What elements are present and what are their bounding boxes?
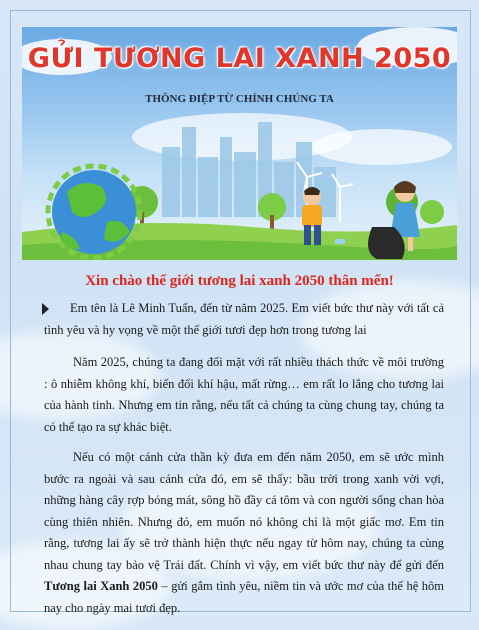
future-name-bold: Tương lai Xanh 2050 <box>44 579 158 593</box>
arrow-bullet-icon <box>42 303 49 315</box>
intro-text: Em tên là Lê Minh Tuấn, đến từ năm 2025. Em viết bức thư này với tất cả tình yêu và hy vọng về một thế giới tươi đẹp hơn trong tương lai <box>44 301 444 337</box>
header-banner <box>22 27 457 260</box>
dream-text <box>44 447 444 619</box>
challenges-paragraph <box>44 352 444 438</box>
banner-title: GỬI TƯƠNG LAI XANH 2050 <box>27 43 452 74</box>
challenges-text: Năm 2025, chúng ta đang đối mặt với rất nhiều thách thức về môi trường : ô nhiễm không khí, biến đổi khí hậu, mất rừng… em rất lo lắng cho tương lai của hành tinh. Nhưng em tin rằng, nếu tất cả chúng ta cùng chung tay, chúng ta có thể tạo ra sự khác biệt. <box>44 355 444 434</box>
dream-text-start: Nếu có một cánh cửa thần kỳ đưa em đến năm 2050, em sẽ ước mình bước ra ngoài và sau cánh cửa đó, em sẽ thấy: bầu trời trong xanh vời vợi, những hàng cây rợp bóng mát, sông hồ đầy cá tôm và con người sống chan hòa cùng thiên nhiên. Nhưng đó, em muốn nó không chỉ là một giấc mơ. Em tin rằng, tương lai ấy sẽ trở thành hiện thực nếu ngay từ hôm nay, chúng ta cùng nhau chung tay bảo vệ Trái đất. Chính vì vậy, em viết bức thư này để gửi đến <box>44 450 444 572</box>
letter-greeting: Xin chào thế giới tương lai xanh 2050 thân mến! <box>85 273 394 289</box>
dream-text-end: – gửi gắm tình yêu, niềm tin và ước mơ của thế hệ hôm nay cho ngày mai tươi đẹp. <box>44 579 444 615</box>
banner-subtitle: THÔNG ĐIỆP TỪ CHÍNH CHÚNG TA <box>145 93 334 105</box>
dream-paragraph <box>44 447 444 619</box>
intro-paragraph <box>44 298 444 341</box>
